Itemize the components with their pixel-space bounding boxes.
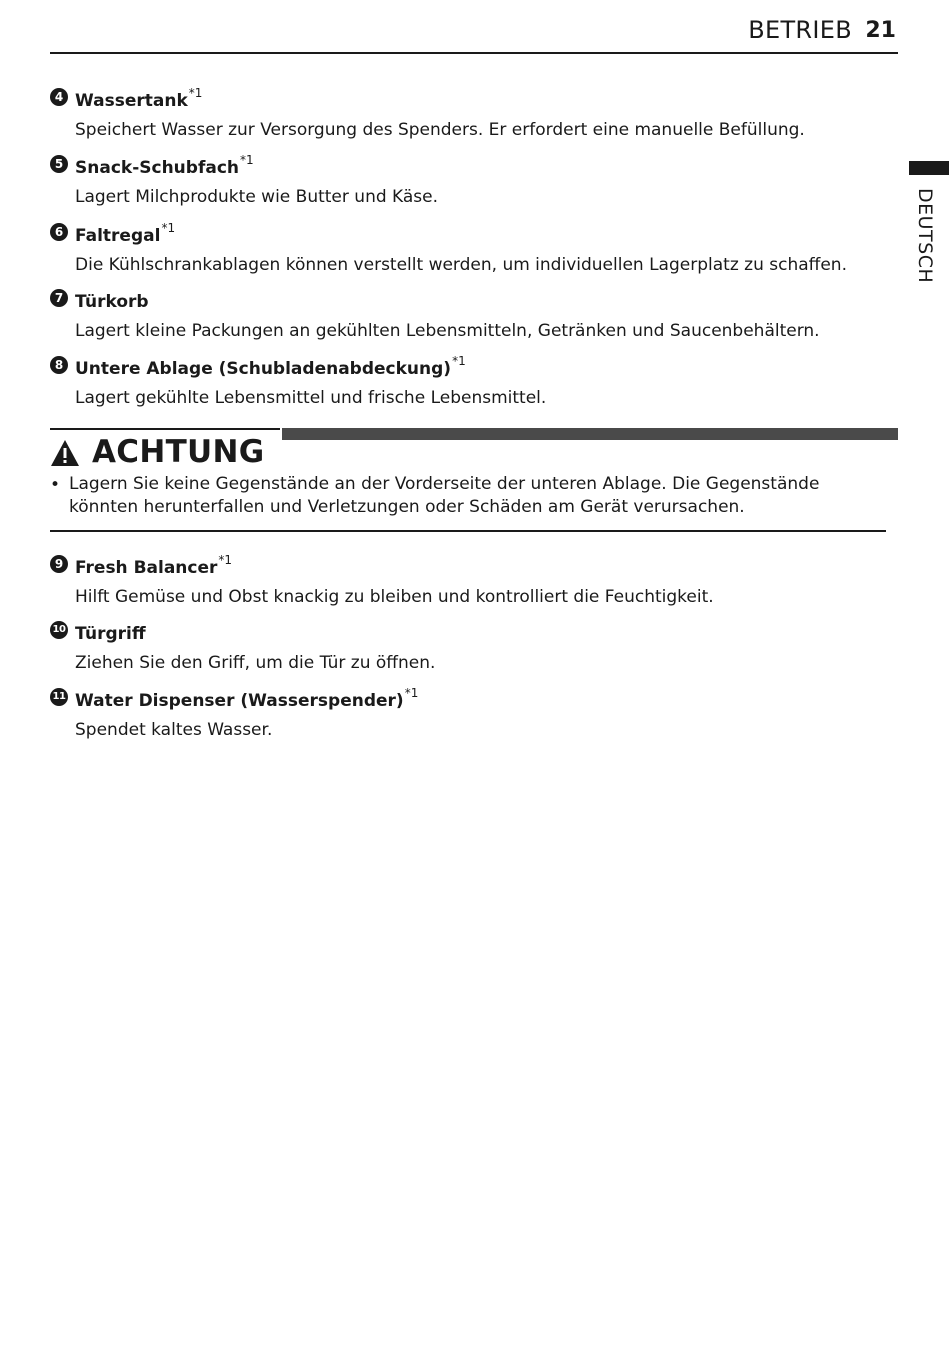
item-title: Türgriff: [75, 624, 146, 644]
item-description: Speichert Wasser zur Versorgung des Spenders. Er erfordert eine manuelle Befüllung.: [75, 120, 805, 140]
item-number-badge: 4: [50, 88, 68, 106]
footnote-mark: *1: [452, 354, 466, 368]
item-description: Die Kühlschrankablagen können verstellt werden, um individuellen Lagerplatz zu schaffen.: [75, 255, 847, 275]
item-description: Lagert Milchprodukte wie Butter und Käse.: [75, 187, 439, 207]
caution-text: Lagern Sie keine Gegenstände an der Vorderseite der unteren Ablage. Die Gegenstände könnten herunterfallen und Verletzungen oder Schäden am Gerät verursachen.: [69, 474, 820, 517]
caution-header-bar: [282, 428, 898, 440]
bullet-point: •: [50, 475, 61, 495]
footnote-mark: *1: [188, 86, 203, 100]
caution-top-rule: [50, 428, 280, 430]
language-tab-marker: [909, 161, 949, 175]
warning-triangle-icon: [50, 439, 80, 467]
item-description: Lagert kleine Packungen an gekühlten Lebensmitteln, Getränken und Saucenbehältern.: [75, 321, 820, 341]
item-title: Fresh Balancer$^{*1}$: [75, 553, 233, 578]
language-tab-label: DEUTSCH: [914, 188, 936, 284]
footnote-mark: *1: [240, 153, 254, 167]
item-description: Lagert gekühlte Lebensmittel und frische Lebensmittel.: [75, 388, 547, 408]
page-header: [50, 14, 898, 54]
item-description: Hilft Gemüse und Obst knackig zu bleiben und kontrolliert die Feuchtigkeit.: [75, 587, 714, 607]
item-title: Türkorb: [75, 292, 149, 312]
item-title: Snack-Schubfach$^{*1}$: [75, 153, 254, 178]
item-number-badge: 9: [50, 555, 68, 573]
page-number: 21: [865, 18, 896, 43]
item-description: Ziehen Sie den Griff, um die Tür zu öffnen.: [75, 653, 436, 673]
footnote-mark: *1: [404, 686, 419, 700]
item-number-badge: 7: [50, 289, 68, 307]
section-title: BETRIEB: [748, 16, 852, 44]
item-title: Faltregal$^{*1}$: [75, 221, 176, 246]
item-number-badge: 11: [50, 688, 68, 706]
item-number-badge: 10: [50, 621, 68, 639]
item-number-badge: 6: [50, 223, 68, 241]
footnote-mark: *1: [218, 553, 233, 567]
caution-bottom-rule: [50, 530, 886, 532]
caution-title: ACHTUNG: [92, 434, 265, 470]
item-number-badge: 5: [50, 155, 68, 173]
item-title: Untere Ablage (Schubladenabdeckung)$^{*1}$: [75, 354, 466, 379]
item-description: Spendet kaltes Wasser.: [75, 720, 273, 740]
item-title: Water Dispenser (Wasserspender)$^{*1}$: [75, 686, 419, 711]
footnote-mark: *1: [161, 221, 176, 235]
item-number-badge: 8: [50, 356, 68, 374]
caution-box: [50, 428, 898, 534]
item-title: Wassertank$^{*1}$: [75, 86, 203, 111]
